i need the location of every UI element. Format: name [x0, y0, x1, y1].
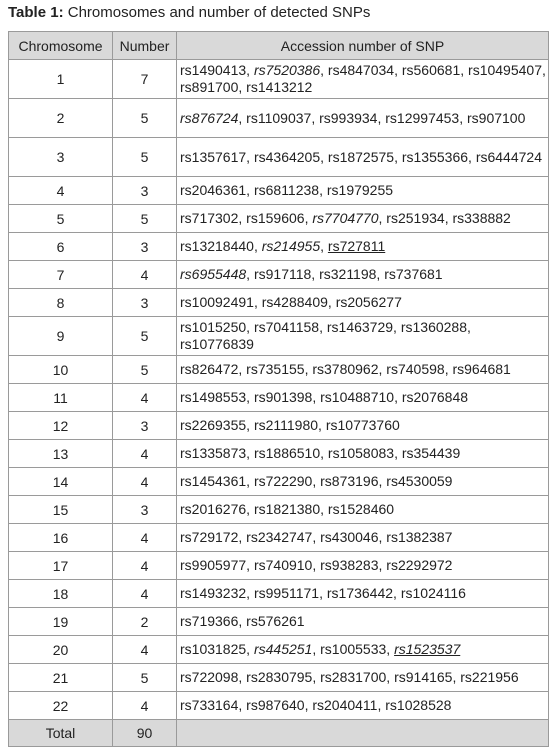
snp-id: rs2292972	[386, 557, 453, 573]
accession-cell: rs722098, rs2830795, rs2831700, rs914165, rs221956	[177, 664, 549, 692]
chromosome-cell: 12	[9, 412, 113, 440]
snp-id: rs4364205	[253, 148, 321, 165]
accession-cell: rs719366, rs576261	[177, 608, 549, 636]
snp-id: rs13218440	[180, 238, 254, 254]
chromosome-cell: 17	[9, 552, 113, 580]
snp-id: rs2040411	[312, 697, 378, 713]
table-body	[9, 60, 549, 720]
header-chromosome: Chromosome	[9, 32, 113, 60]
accession-cell: rs826472, rs735155, rs3780962, rs740598, rs964681	[177, 356, 549, 384]
snp-id: rs873196	[320, 473, 379, 489]
snp-id: rs214955	[261, 238, 321, 254]
table-row	[9, 692, 549, 720]
table-row	[9, 664, 549, 692]
accession-cell: rs2269355, rs2111980, rs10773760	[177, 412, 549, 440]
accession-cell: rs1493232, rs9951171, rs1736442, rs1024116	[177, 580, 549, 608]
snp-id: rs6444724	[475, 148, 542, 165]
table-row	[9, 317, 549, 356]
snp-id: rs10092491	[180, 294, 254, 310]
number-cell: 5	[113, 664, 177, 692]
snp-id: rs1355366	[401, 148, 469, 165]
snp-id: rs1454361	[180, 473, 247, 489]
header-number: Number	[113, 32, 177, 60]
accession-cell: rs1015250, rs7041158, rs1463729, rs1360288, rs10776839	[177, 317, 549, 356]
table-row	[9, 177, 549, 205]
table-row	[9, 233, 549, 261]
snp-id: rs12997453	[385, 109, 460, 126]
snp-id: rs1024116	[400, 585, 466, 601]
snp-id: rs740598	[386, 361, 445, 377]
chromosome-cell: 10	[9, 356, 113, 384]
chromosome-cell: 15	[9, 496, 113, 524]
snp-id: rs3780962	[312, 361, 379, 377]
snp-id: rs221956	[460, 669, 519, 685]
snp-id: rs1523537	[394, 641, 461, 657]
table-row	[9, 524, 549, 552]
table-row	[9, 60, 549, 99]
snp-id: rs987640	[246, 697, 305, 713]
chromosome-cell: 6	[9, 233, 113, 261]
snp-id: rs2831700	[320, 669, 387, 685]
snp-id: rs338882	[452, 210, 511, 226]
table-row	[9, 608, 549, 636]
snp-id: rs737681	[384, 266, 443, 282]
number-cell: 5	[113, 99, 177, 138]
table-row	[9, 412, 549, 440]
snp-id: rs2016276	[180, 501, 247, 517]
snp-id: rs1413212	[246, 79, 313, 95]
accession-cell: rs1357617, rs4364205, rs1872575, rs1355366, rs6444724	[177, 138, 549, 177]
snp-id: rs938283	[320, 557, 379, 573]
snp-id: rs7704770	[312, 210, 379, 226]
snp-id: rs10773760	[325, 417, 400, 433]
snp-id: rs2076848	[401, 389, 469, 405]
snp-id: rs2111980	[253, 417, 319, 433]
chromosome-cell: 8	[9, 289, 113, 317]
snp-id: rs1821380	[253, 501, 321, 517]
number-cell: 5	[113, 356, 177, 384]
number-cell: 5	[113, 205, 177, 233]
table-row	[9, 99, 549, 138]
snp-id: rs2046361	[180, 182, 247, 198]
accession-cell: rs1031825, rs445251, rs1005533, rs1523537	[177, 636, 549, 664]
chromosome-cell: 22	[9, 692, 113, 720]
snp-id: rs9951171	[253, 585, 320, 601]
table-caption	[8, 4, 370, 22]
chromosome-cell: 2	[9, 99, 113, 138]
snp-id: rs4847034	[327, 62, 395, 78]
snp-id: rs727811	[327, 238, 386, 254]
number-cell: 4	[113, 580, 177, 608]
snp-id: rs10488710	[320, 389, 395, 405]
snp-id: rs1015250	[180, 319, 247, 335]
snp-id: rs891700	[180, 79, 239, 95]
number-cell: 5	[113, 317, 177, 356]
table-row	[9, 468, 549, 496]
table-row	[9, 552, 549, 580]
number-cell: 4	[113, 440, 177, 468]
snp-id: rs914165	[394, 669, 453, 685]
snp-id: rs321198	[319, 266, 377, 282]
snp-id: rs10776839	[180, 336, 254, 352]
snp-id: rs719366	[180, 613, 239, 629]
number-cell: 3	[113, 233, 177, 261]
number-cell: 3	[113, 496, 177, 524]
accession-cell: rs1454361, rs722290, rs873196, rs4530059	[177, 468, 549, 496]
number-cell: 4	[113, 692, 177, 720]
snp-id: rs1528460	[327, 501, 395, 517]
snp-id: rs4288409	[261, 294, 328, 310]
snp-id: rs1736442	[326, 585, 394, 601]
snp-id: rs6811238	[253, 182, 320, 198]
snp-id: rs717302	[180, 210, 239, 226]
snp-id: rs722290	[253, 473, 313, 489]
snp-id: rs445251	[253, 641, 313, 657]
snp-id: rs1872575	[327, 148, 395, 165]
chromosome-cell: 14	[9, 468, 113, 496]
number-cell: 4	[113, 468, 177, 496]
table-row	[9, 384, 549, 412]
header-row	[9, 32, 549, 60]
accession-cell: rs2046361, rs6811238, rs1979255	[177, 177, 549, 205]
snp-id: rs876724	[180, 109, 239, 126]
snp-id: rs907100	[467, 109, 526, 126]
snp-id: rs1005533	[320, 641, 387, 657]
caption-label: Table 1:	[8, 4, 64, 21]
snp-id: rs917118	[253, 266, 312, 282]
number-cell: 5	[113, 138, 177, 177]
snp-id: rs159606	[246, 210, 305, 226]
snp-id: rs1028528	[385, 697, 452, 713]
snp-id: rs1031825	[180, 641, 247, 657]
total-row	[9, 720, 549, 747]
snp-id: rs430046	[320, 529, 379, 545]
table-row	[9, 261, 549, 289]
snp-id: rs1357617	[180, 148, 247, 165]
accession-cell: rs10092491, rs4288409, rs2056277	[177, 289, 549, 317]
snp-id: rs1360288	[400, 319, 467, 335]
snp-id: rs993934	[319, 109, 378, 126]
snp-id: rs7520386	[253, 62, 321, 78]
accession-cell: rs1490413, rs7520386, rs4847034, rs560681, rs10495407, rs891700, rs1413212	[177, 60, 549, 99]
chromosome-cell: 21	[9, 664, 113, 692]
snp-id: rs729172	[180, 529, 239, 545]
snp-id: rs354439	[401, 445, 461, 461]
accession-cell: rs1335873, rs1886510, rs1058083, rs354439	[177, 440, 549, 468]
caption-text: Chromosomes and number of detected SNPs	[63, 4, 371, 21]
accession-cell: rs733164, rs987640, rs2040411, rs1028528	[177, 692, 549, 720]
chromosome-cell: 1	[9, 60, 113, 99]
number-cell: 4	[113, 524, 177, 552]
accession-cell: rs13218440, rs214955, rs727811	[177, 233, 549, 261]
number-cell: 4	[113, 636, 177, 664]
snp-id: rs740910	[253, 557, 313, 573]
snp-id: rs1490413	[180, 62, 247, 78]
chromosome-cell: 9	[9, 317, 113, 356]
snp-id: rs2056277	[335, 294, 402, 310]
accession-cell: rs1498553, rs901398, rs10488710, rs2076848	[177, 384, 549, 412]
number-cell: 7	[113, 60, 177, 99]
snp-id: rs251934	[386, 210, 445, 226]
snp-id: rs1979255	[326, 182, 394, 198]
chromosome-cell: 7	[9, 261, 113, 289]
snp-id: rs2830795	[246, 669, 313, 685]
chromosome-cell: 19	[9, 608, 113, 636]
chromosome-cell: 11	[9, 384, 113, 412]
table-row	[9, 440, 549, 468]
snp-id: rs1498553	[180, 389, 247, 405]
snp-id: rs722098	[180, 669, 239, 685]
number-cell: 3	[113, 177, 177, 205]
total-empty-cell	[177, 720, 549, 747]
table-row	[9, 636, 549, 664]
snp-id: rs2269355	[180, 417, 247, 433]
table-row	[9, 580, 549, 608]
table-row	[9, 496, 549, 524]
chromosome-cell: 13	[9, 440, 113, 468]
chromosome-cell: 18	[9, 580, 113, 608]
chromosome-cell: 4	[9, 177, 113, 205]
snp-id: rs4530059	[386, 473, 453, 489]
snp-id: rs576261	[246, 613, 305, 629]
accession-cell: rs729172, rs2342747, rs430046, rs1382387	[177, 524, 549, 552]
table-row	[9, 205, 549, 233]
snp-id: rs1493232	[180, 585, 247, 601]
chromosome-cell: 3	[9, 138, 113, 177]
chromosome-cell: 5	[9, 205, 113, 233]
total-label: Total	[9, 720, 113, 747]
accession-cell: rs717302, rs159606, rs7704770, rs251934, rs338882	[177, 205, 549, 233]
number-cell: 2	[113, 608, 177, 636]
snp-id: rs2342747	[246, 529, 313, 545]
snp-id: rs901398	[253, 389, 313, 405]
snp-id: rs826472	[180, 361, 239, 377]
number-cell: 3	[113, 412, 177, 440]
snp-id: rs1335873	[180, 445, 247, 461]
snp-id: rs733164	[180, 697, 239, 713]
snp-id: rs6955448	[180, 266, 247, 282]
chromosome-cell: 16	[9, 524, 113, 552]
number-cell: 4	[113, 261, 177, 289]
accession-cell: rs9905977, rs740910, rs938283, rs2292972	[177, 552, 549, 580]
snp-id: rs7041158	[253, 319, 320, 335]
accession-cell: rs6955448, rs917118, rs321198, rs737681	[177, 261, 549, 289]
snp-id: rs1886510	[253, 445, 321, 461]
snp-id: rs560681	[401, 62, 461, 78]
chromosome-cell: 20	[9, 636, 113, 664]
table-row	[9, 356, 549, 384]
total-value: 90	[113, 720, 177, 747]
snp-id: rs1463729	[326, 319, 394, 335]
snp-id: rs1058083	[327, 445, 395, 461]
snp-id: rs1382387	[386, 529, 453, 545]
number-cell: 4	[113, 552, 177, 580]
table-row	[9, 289, 549, 317]
snp-id: rs9905977	[180, 557, 247, 573]
accession-cell: rs2016276, rs1821380, rs1528460	[177, 496, 549, 524]
header-accession: Accession number of SNP	[177, 32, 549, 60]
number-cell: 3	[113, 289, 177, 317]
snp-id: rs735155	[246, 361, 305, 377]
snp-id: rs964681	[452, 361, 511, 377]
snp-id: rs10495407	[468, 62, 542, 78]
accession-cell: rs876724, rs1109037, rs993934, rs12997453, rs907100	[177, 99, 549, 138]
number-cell: 4	[113, 384, 177, 412]
table-row	[9, 138, 549, 177]
snp-table	[8, 31, 549, 747]
snp-id: rs1109037	[246, 109, 312, 126]
